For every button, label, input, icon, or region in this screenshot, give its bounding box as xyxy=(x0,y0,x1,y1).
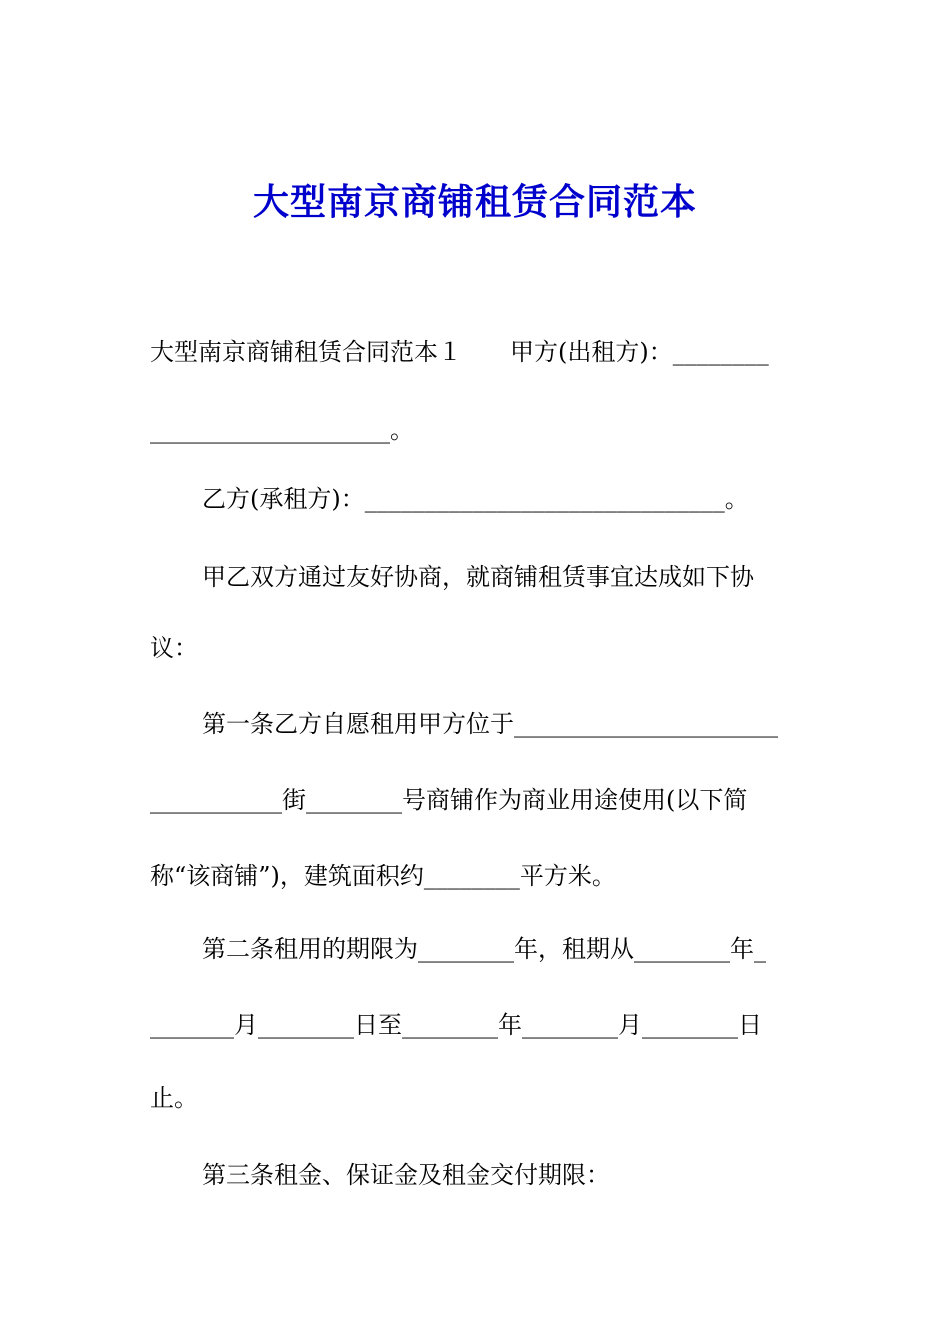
paragraph-line: 大型南京商铺租赁合同范本１ 甲方(出租方)：________ xyxy=(150,338,769,366)
paragraph-line: 乙方(承租方)：______________________________。 xyxy=(202,485,749,513)
paragraph-line: _______月________日至________年________月________日 xyxy=(150,1011,762,1039)
paragraph-line: 第一条乙方自愿租用甲方位于______________________ xyxy=(202,710,778,738)
paragraph-line: 止。 xyxy=(150,1084,198,1112)
paragraph-line: 称“该商铺”)，建筑面积约________平方米。 xyxy=(150,862,616,890)
paragraph-line: 甲乙双方通过友好协商，就商铺租赁事宜达成如下协 xyxy=(202,563,754,591)
paragraph-line: ___________街________号商铺作为商业用途使用(以下简 xyxy=(150,786,748,814)
paragraph-line: 第三条租金、保证金及租金交付期限： xyxy=(202,1161,610,1189)
paragraph-line: ____________________。 xyxy=(150,416,414,444)
paragraph-line: 议： xyxy=(150,634,198,662)
paragraph-line: 第二条租用的期限为________年，租期从________年_ xyxy=(202,935,766,963)
document-title: 大型南京商铺租赁合同范本 xyxy=(252,182,697,223)
